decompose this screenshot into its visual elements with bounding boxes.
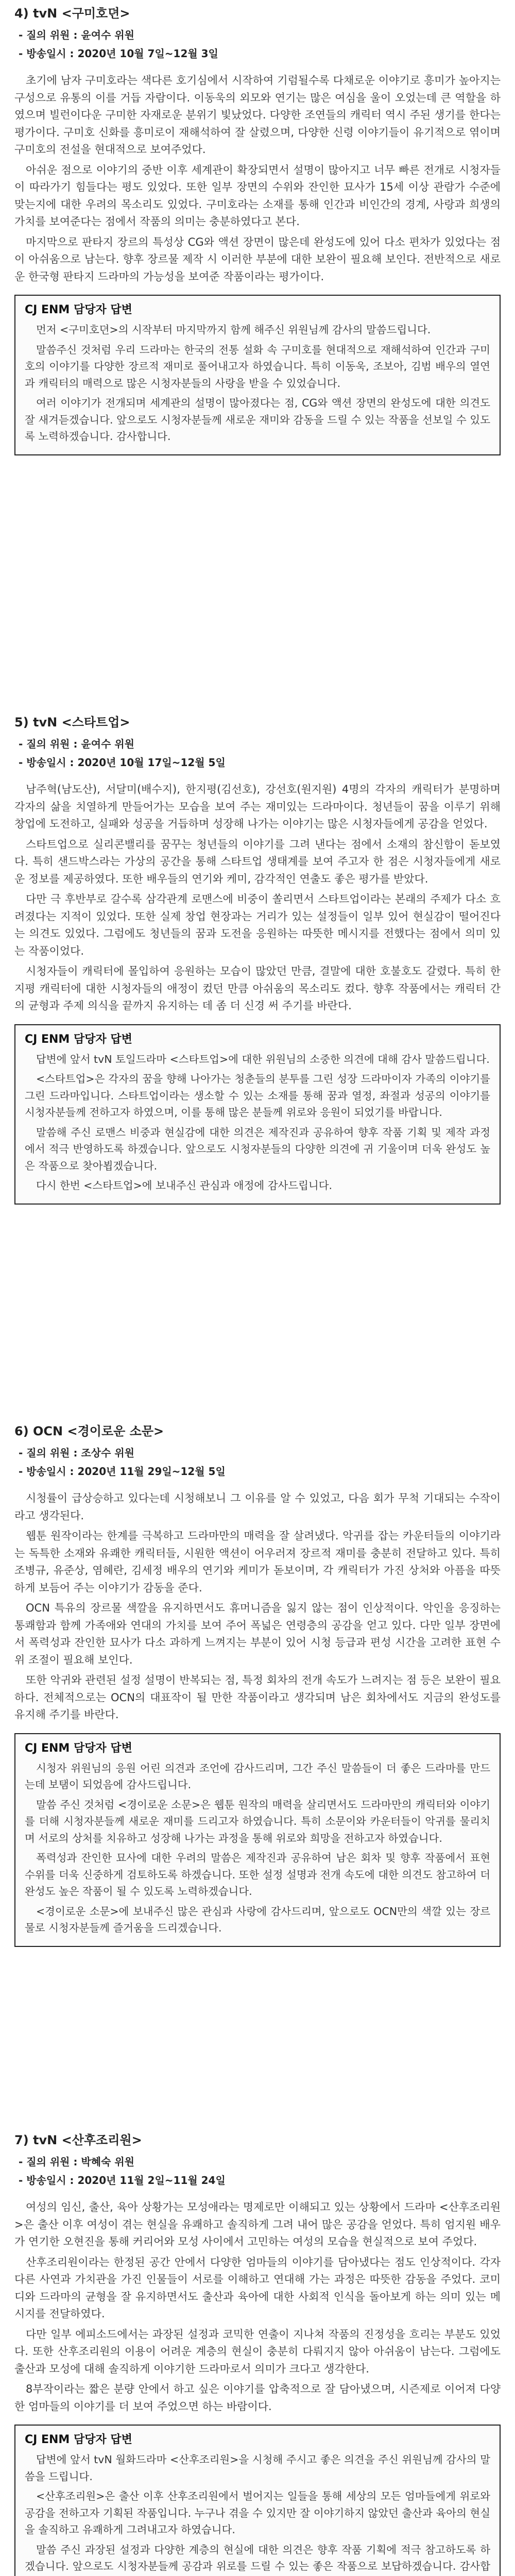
reviewer: - 질의 위원 : 윤여수 위원 [19, 29, 134, 41]
review-paragraph: 웹툰 원작이라는 한계를 극복하고 드라마만의 매력을 잘 살려냈다. 악귀를 잡는 카운터들의 이야기라는 독특한 소재와 유쾌한 캐릭터들, 시원한 액션이 어우러져 장르적 재미를 충분히 전달하고 있다. 특히 조병규, 유준상, 염혜란, 김세정 배우의 연기와 케미가 돋보이며, 각 캐릭터가 가진 상처와 아픔을 따뜻하게 보듬어 주는 이야기가 감동을 준다. [14, 1530, 501, 1594]
reply-paragraph: <스타트업>은 각자의 꿈을 향해 나아가는 청춘들의 분투를 그린 성장 드라마이자 가족의 이야기를 그린 드라마입니다. 스타트업이라는 생소할 수 있는 소재를 통해 꿈과 열정, 좌절과 성공의 이야기를 시청자분들께 전하고자 하였으며, 이를 통해 많은 분들께 위로와 응원이 되었기를 바랍니다. [25, 1073, 490, 1118]
broadcast-period: - 방송일시 : 2020년 10월 7일~12월 3일 [19, 47, 218, 60]
document-page [14, 0, 501, 2576]
review-paragraph: 시청자들이 캐릭터에 몰입하여 응원하는 모습이 많았던 만큼, 결말에 대한 호불호도 갈렸다. 특히 한지평 캐릭터에 대한 시청자들의 애정이 컸던 만큼 아쉬움의 목소리도 컸다. 향후 작품에서는 캐릭터 간의 균형과 주제 의식을 끝까지 유지하는 데 좀 더 신경 써 주기를 바란다. [14, 965, 501, 1012]
reply-paragraph: 시청자 위원님의 응원 어린 의견과 조언에 감사드리며, 그간 주신 말씀들이 더 좋은 드라마를 만드는데 보탬이 되었음에 감사드립니다. [25, 1761, 490, 1791]
reviewer: - 질의 위원 : 박혜숙 위원 [19, 2156, 134, 2168]
section-title: 5) tvN <스타트업> [14, 715, 130, 730]
reply-paragraph: 먼저 <구미호뎐>의 시작부터 마지막까지 함께 해주신 위원님께 감사의 말씀드립니다. [36, 324, 431, 336]
review-section [14, 1423, 501, 2132]
reply-paragraph: 다시 한번 <스타트업>에 보내주신 관심과 애정에 감사드립니다. [36, 1179, 333, 1192]
reply-paragraph: 답변에 앞서 tvN 월화드라마 <산후조리원>을 시청해 주시고 좋은 의견을 주신 위원님께 감사의 말씀을 드립니다. [25, 2453, 490, 2483]
review-paragraph: 산후조리원이라는 한정된 공간 안에서 다양한 엄마들의 이야기를 담아냈다는 점도 인상적이다. 각자 다른 사연과 가치관을 가진 인물들이 서로를 이해하고 연대해 가는 과정은 따뜻한 감동을 주었다. 코미디와 드라마의 균형을 잘 유지하면서도 출산과 육아에 대한 사회적 인식을 돌아보게 하는 의미 있는 메시지를 전달하였다. [14, 2256, 501, 2320]
review-body [14, 72, 501, 285]
review-body [14, 1490, 501, 1724]
section-title: 6) OCN <경이로운 소문> [14, 1424, 164, 1438]
reply-paragraph: <산후조리원>은 출산 이후 산후조리원에서 벌어지는 일들을 통해 세상의 모든 엄마들에게 위로와 공감을 전하고자 기획된 작품입니다. 누구나 겪을 수 있지만 잘 이야기하지 않았던 출산과 육아의 현실을 솔직하고 유쾌하게 그려내고자 하였습니다. [25, 2490, 490, 2536]
reply-title: CJ ENM 담당자 답변 [25, 1032, 132, 1046]
reply-title: CJ ENM 담당자 답변 [25, 1741, 132, 1755]
review-section [14, 714, 501, 1423]
reply-box [14, 1733, 501, 1947]
section-title: 4) tvN <구미호뎐> [14, 6, 130, 21]
review-paragraph: 시청률이 급상승하고 있다는데 시청해보니 그 이유를 알 수 있었고, 다음 회가 무척 기대되는 수작이라고 생각된다. [14, 1492, 501, 1522]
reply-paragraph: 폭력성과 잔인한 묘사에 대한 우려의 말씀은 제작진과 공유하여 남은 회차 및 향후 작품에서 표현 수위를 더욱 신중하게 검토하도록 하겠습니다. 또한 설정 설명과 전개 속도에 대한 의견도 참고하여 더 완성도 높은 작품이 될 수 있도록 노력하겠습니다. [25, 1852, 490, 1897]
reply-paragraph: 여러 이야기가 전개되며 세계관의 설명이 많아졌다는 점, CG와 액션 장면의 완성도에 대한 의견도 잘 새겨듣겠습니다. 앞으로도 시청자분들께 새로운 재미와 감동을 드릴 수 있는 작품을 선보일 수 있도록 노력하겠습니다. 감사합니다. [25, 397, 490, 443]
review-section [14, 5, 501, 714]
reviewer: - 질의 위원 : 윤여수 위원 [19, 738, 134, 750]
section-title: 7) tvN <산후조리원> [14, 2133, 142, 2147]
review-paragraph: 다만 일부 에피소드에서는 과장된 설정과 코믹한 연출이 지나쳐 작품의 진정성을 흐리는 부분도 있었다. 또한 산후조리원의 이용이 어려운 계층의 현실이 충분히 다뤄지지 않아 아쉬움이 남는다. 그럼에도 출산과 모성에 대해 솔직하게 이야기한 드라마로서 의미가 크다고 생각한다. [14, 2328, 501, 2375]
review-paragraph: 스타트업으로 실리콘밸리를 꿈꾸는 청년들의 이야기를 그려 낸다는 점에서 소재의 참신함이 돋보였다. 특히 샌드박스라는 가상의 공간을 통해 스타트업 생태계를 보여 주고자 한 점은 시청자들에게 새로운 정보를 제공하였다. 또한 배우들의 연기와 케미, 감각적인 연출도 좋은 평가를 받았다. [14, 838, 501, 885]
review-paragraph: 남주혁(남도산), 서달미(배수지), 한지평(김선호), 강선호(원지원) 4명의 각자의 캐릭터가 분명하며 각자의 삶을 치열하게 만들어가는 모습을 보여 주는 재미있는 드라마이다. 청년들이 꿈을 이루기 위해 창업에 도전하고, 실패와 성공을 거듭하며 성장해 나가는 이야기는 많은 시청자들에게 공감을 얻었다. [14, 783, 501, 830]
reply-paragraph: 말씀해 주신 로맨스 비중과 현실감에 대한 의견은 제작진과 공유하여 향후 작품 기획 및 제작 과정에서 적극 반영하도록 하겠습니다. 앞으로도 시청자분들의 다양한 의견에 귀 기울이며 더욱 완성도 높은 작품으로 찾아뵙겠습니다. [25, 1126, 490, 1172]
reply-paragraph: <경이로운 소문>에 보내주신 많은 관심과 사랑에 감사드리며, 앞으로도 OCN만의 색깔 있는 장르물로 시청자분들께 즐거움을 드리겠습니다. [25, 1905, 490, 1934]
review-paragraph: 8부작이라는 짧은 분량 안에서 하고 싶은 이야기를 압축적으로 잘 담아냈으며, 시즌제로 이어져 다양한 엄마들의 이야기를 더 보여 주었으면 하는 바람이다. [14, 2383, 501, 2413]
review-paragraph: 또한 악귀와 관련된 설정 설명이 반복되는 점, 특정 회차의 전개 속도가 느려지는 점 등은 보완이 필요하다. 전체적으로는 OCN의 대표작이 될 만한 작품이라고 생각되며 남은 회차에서도 지금의 완성도를 유지해 주기를 바란다. [14, 1674, 501, 1721]
review-paragraph: 초기에 남자 구미호라는 색다른 호기심에서 시작하여 기럼될수록 다채로운 이야기로 흥미가 높아지는 구성으로 유통의 이를 거듭 자람이다. 이동욱의 외모와 연기는 많은 여심을 울이 오었는데 큰 역할을 하였으며 빌런이다운 구미한 자재로운 분위기 빛났었다. 다양한 조연들의 캐릭터 역시 주된 생기를 한다는 평가이다. 구미호 신화를 흥미로이 재해석하여 잘 살렸으며, 다양한 신령 이야기들이 유기적으로 엮이며 구미호의 전설을 현대적으로 보여주었다. [14, 74, 501, 156]
review-paragraph: 여성의 임신, 출산, 육아 상황가는 모성애라는 명제로만 이해되고 있는 상황에서 드라마 <산후조리원>은 출산 이후 여성이 겪는 현실을 유쾌하고 솔직하게 그려 내어 많은 공감을 얻었다. 특히 엄지원 배우가 연기한 오현진을 통해 커리어와 모성 사이에서 고민하는 여성의 모습을 현실적으로 보여 주었다. [14, 2201, 501, 2248]
reply-box [14, 2425, 501, 2576]
reply-paragraph: 말씀 주신 것처럼 <경이로운 소문>은 웹툰 원작의 매력을 살리면서도 드라마만의 캐릭터와 이야기를 더해 시청자분들께 새로운 재미를 드리고자 하였습니다. 특히 소문이와 카운터들이 악귀를 물리치며 서로의 상처를 치유하고 성장해 나가는 과정을 통해 위로와 희망을 전하고자 하였습니다. [25, 1798, 490, 1844]
reviewer: - 질의 위원 : 조상수 위원 [19, 1447, 134, 1459]
reply-box [14, 1024, 501, 1205]
review-body [14, 2199, 501, 2415]
broadcast-period: - 방송일시 : 2020년 11월 2일~11월 24일 [19, 2174, 226, 2187]
reply-title: CJ ENM 담당자 답변 [25, 303, 132, 316]
review-paragraph: OCN 특유의 장르물 색깔을 유지하면서도 휴머니즘을 잃지 않는 점이 인상적이다. 악인을 응징하는 통쾌함과 함께 가족애와 연대의 가치를 보여 주어 폭넓은 연령층의 공감을 얻고 있다. 다만 일부 장면에서 폭력성과 잔인한 묘사가 다소 과하게 느껴지는 부분이 있어 시청 등급과 편성 시간을 고려한 표현 수위 조절이 필요해 보인다. [14, 1602, 501, 1666]
reply-paragraph: 말씀 주신 과장된 설정과 다양한 계층의 현실에 대한 의견은 향후 작품 기획에 적극 참고하도록 하겠습니다. 앞으로도 시청자분들께 공감과 위로를 드릴 수 있는 좋은 작품으로 보답하겠습니다. 감사합 [25, 2543, 490, 2572]
reply-box [14, 295, 501, 455]
review-body [14, 781, 501, 1015]
review-section [14, 2132, 501, 2576]
review-paragraph: 아쉬운 점으로 이야기의 중반 이후 세계관이 확장되면서 설명이 많아지고 너무 빠른 전개로 시청자들이 따라가기 힘들다는 평도 있었다. 또한 일부 장면의 수위와 잔인한 묘사가 15세 이상 관람가 수준에 맞는지에 대한 우려의 목소리도 있었다. 구미호라는 소재를 통해 인간과 비인간의 경계, 사랑과 희생의 가치를 보여준다는 점에서 작품의 의미는 충분하였다고 본다. [14, 163, 501, 228]
reply-paragraph: 말씀주신 것처럼 우리 드라마는 한국의 전통 설화 속 구미호를 현대적으로 재해석하여 인간과 구미호의 이야기를 다양한 장르적 재미로 풀어내고자 하였습니다. 특히 이동욱, 조보아, 김범 배우의 열연과 캐릭터의 매력으로 많은 시청자분들의 사랑을 받을 수 있었습니다. [25, 343, 490, 389]
review-paragraph: 다만 극 후반부로 갈수록 삼각관계 로맨스에 비중이 쏠리면서 스타트업이라는 본래의 주제가 다소 흐려졌다는 지적이 있었다. 또한 실제 창업 현장과는 거리가 있는 설정들이 일부 있어 현실감이 떨어진다는 의견도 있었다. 그럼에도 청년들의 꿈과 도전을 응원하는 따뜻한 메시지를 전했다는 점에서 의미 있는 작품이었다. [14, 893, 501, 957]
broadcast-period: - 방송일시 : 2020년 11월 29일~12월 5일 [19, 1465, 226, 1478]
broadcast-period: - 방송일시 : 2020년 10월 17일~12월 5일 [19, 756, 226, 769]
reply-paragraph: 답변에 앞서 tvN 토일드라마 <스타트업>에 대한 위원님의 소중한 의견에 대해 감사 말씀드립니다. [36, 1053, 490, 1065]
review-paragraph: 마지막으로 판타지 장르의 특성상 CG와 액션 장면이 많은데 완성도에 있어 다소 편차가 있었다는 점이 아쉬움으로 남는다. 향후 장르물 제작 시 이러한 부분에 대한 보완이 필요해 보인다. 전반적으로 새로운 한국형 판타지 드라마의 가능성을 보여준 작품이라는 평가이다. [14, 235, 501, 283]
reply-title: CJ ENM 담당자 답변 [25, 2433, 132, 2446]
